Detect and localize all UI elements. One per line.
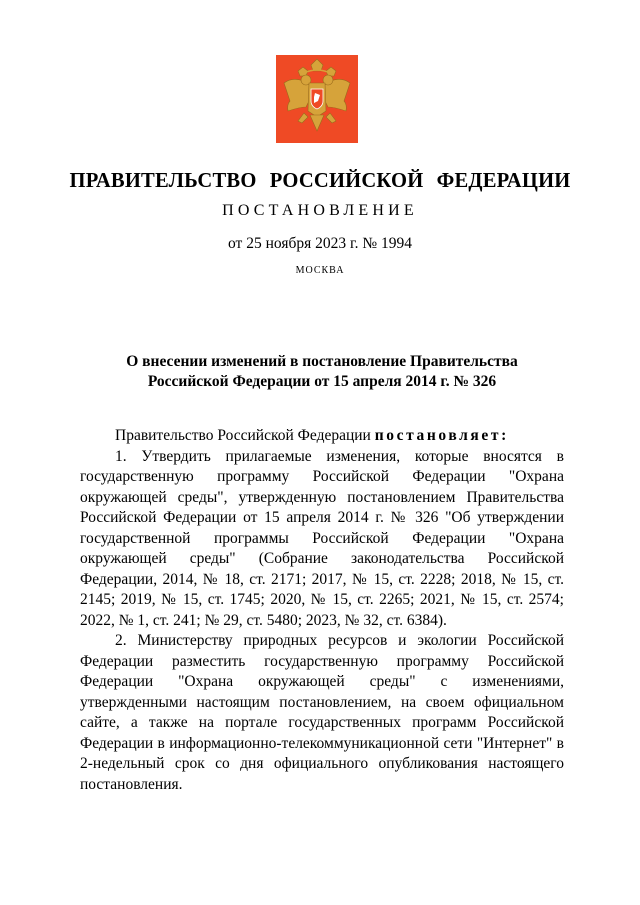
intro-text: Правительство Российской Федерации (115, 427, 375, 444)
government-title: ПРАВИТЕЛЬСТВО РОССИЙСКОЙ ФЕДЕРАЦИИ (69, 168, 571, 192)
document-body (80, 426, 564, 795)
item-1-paragraph: 1. Утвердить прилагаемые изменения, которые вносятся в государственную программу Российской Федерации "Охрана окружающей среды", утвержденную постановлением Правительства Российской Федерации от 15 апреля 2014 г. № 326 "Об утверждении государственной программы Российской Федерации "Охрана окружающей среды" (Собрание законодательства Российской Федерации, 2014, № 18, ст. 2171; 2017, № 15, ст. 2228; 2018, № 15, ст. 2145; 2019, № 15, ст. 1745; 2020, № 15, ст. 2265; 2021, № 15, ст. 2574; 2022, № 1, ст. 241; № 29, ст. 5480; 2023, № 32, ст. 6384). (80, 447, 564, 629)
heading-line-1: О внесении изменений в постановление Правительства (126, 353, 518, 370)
item-2-paragraph: 2. Министерству природных ресурсов и экологии Российской Федерации разместить государственную программу Российской Федерации "Охрана окружающей среды" с изменениями, утвержденными настоящим постановлением, на своем официальном сайте, а также на портале государственных программ Российской Федерации в информационно-телекоммуникационной сети "Интернет" в 2-недельный срок со дня официального опубликования настоящего постановления. (80, 632, 564, 793)
intro-resolves: постановляет: (374, 427, 509, 444)
intro-paragraph (80, 426, 564, 447)
document-type: ПОСТАНОВЛЕНИЕ (222, 202, 418, 219)
heading-line-2: Российской Федерации от 15 апреля 2014 г. № 326 (147, 373, 497, 390)
document-date-number: от 25 ноября 2023 г. № 1994 (228, 235, 412, 252)
document-city: МОСКВА (295, 265, 345, 276)
document-heading (80, 352, 564, 392)
coat-of-arms-icon (276, 55, 358, 143)
